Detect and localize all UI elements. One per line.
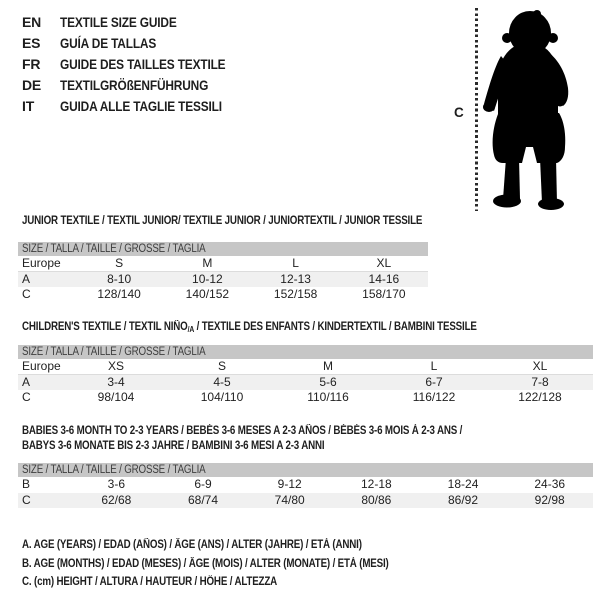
- size-cell: 98/104: [97, 390, 135, 404]
- language-row-en: [22, 11, 255, 32]
- junior-table-title: JUNIOR TEXTILE / TEXTIL JUNIOR/ TEXTILE JUNIOR / JUNIORTEXTIL / JUNIOR TESSILE: [22, 215, 423, 227]
- language-code: EN: [22, 13, 42, 30]
- size-cell: 5-6: [319, 374, 337, 389]
- size-cell: XS: [107, 359, 124, 373]
- size-cell: 122/128: [518, 390, 562, 404]
- size-cell: 86/92: [448, 492, 479, 507]
- language-row-es: [22, 32, 255, 53]
- language-title: GUIDA ALLE TAGLIE TESSILI: [60, 97, 222, 114]
- size-cell: 18-24: [447, 477, 479, 491]
- language-row-fr: [22, 53, 255, 74]
- language-code: ES: [22, 34, 41, 51]
- size-cell: M: [202, 256, 213, 270]
- size-cell: 6-9: [194, 477, 212, 491]
- size-cell: 10-12: [192, 271, 223, 286]
- size-cell: 128/140: [97, 287, 141, 301]
- size-cell: 3-4: [107, 374, 125, 389]
- row-label: C: [22, 492, 31, 507]
- row-label: Europe: [22, 359, 61, 373]
- size-cell: 6-7: [425, 374, 443, 389]
- size-cell: 110/116: [307, 390, 349, 404]
- row-label: A: [22, 271, 31, 286]
- legend-line-height: C. (cm) HEIGHT / ALTURA / HAUTEUR / HÖHE / ALTEZZA: [22, 576, 278, 588]
- language-title: GUIDE DES TAILLES TEXTILE: [60, 55, 226, 72]
- size-cell: 12-13: [280, 271, 311, 286]
- row-label: C: [22, 287, 31, 301]
- language-title: GUÍA DE TALLAS: [60, 34, 157, 51]
- size-cell: S: [217, 359, 226, 373]
- size-cell: 74/80: [274, 492, 305, 507]
- babies-table: [18, 463, 593, 508]
- language-code: IT: [22, 97, 35, 114]
- row-label: Europe: [22, 256, 61, 270]
- subscript-suffix: /A: [187, 325, 195, 334]
- language-title: TEXTILGRÖßENFÜHRUNG: [60, 76, 209, 93]
- size-cell: 140/152: [185, 287, 230, 301]
- size-cell: M: [323, 359, 333, 373]
- size-cell: XL: [376, 256, 392, 270]
- junior-table: [18, 242, 428, 303]
- legend-line-age-years: A. AGE (YEARS) / EDAD (AÑOS) / ÂGE (ANS) / ALTER (JAHRE) / ETÀ (ANNI): [22, 539, 362, 551]
- table-row-c: [18, 493, 593, 509]
- children-table-title: CHILDREN'S TEXTILE / TEXTIL NIÑO/A / TEXTILE DES ENFANTS / KINDERTEXTIL / BAMBINI TESSILE: [22, 321, 477, 334]
- size-cell: 7-8: [531, 374, 549, 389]
- size-cell: 8-10: [107, 271, 132, 286]
- children-table: [18, 345, 593, 406]
- legend-line-age-months: B. AGE (MONTHS) / EDAD (MESES) / ÂGE (MOIS) / ALTER (MONATE) / ETÀ (MESI): [22, 557, 389, 570]
- size-cell: 4-5: [213, 374, 231, 389]
- size-cell: 158/170: [362, 287, 406, 301]
- size-cell: 24-36: [534, 477, 566, 491]
- size-cell: 104/110: [200, 390, 244, 404]
- size-header-bar: SIZE / TALLA / TAILLE / GRÖSSE / TAGLIA: [18, 242, 428, 256]
- size-cell: 12-18: [361, 477, 392, 491]
- size-cell: S: [115, 256, 124, 270]
- size-cell: 152/158: [273, 287, 318, 301]
- size-cell: L: [430, 359, 438, 373]
- size-cell: 116/122: [412, 390, 456, 404]
- size-cell: L: [292, 256, 299, 270]
- size-cell: 92/98: [534, 492, 565, 507]
- size-cell: 14-16: [368, 271, 400, 286]
- language-list: [22, 11, 255, 116]
- language-title: TEXTILE SIZE GUIDE: [60, 13, 177, 30]
- size-cell: 9-12: [277, 477, 302, 491]
- table-row-b: [18, 477, 593, 493]
- size-cell: 68/74: [187, 492, 219, 507]
- table-row-europe: [18, 256, 428, 272]
- size-header-bar: SIZE / TALLA / TAILLE / GRÖSSE / TAGLIA: [18, 345, 593, 359]
- size-cell: 80/86: [361, 492, 392, 507]
- size-cell: 62/68: [101, 492, 132, 507]
- size-header-bar: SIZE / TALLA / TAILLE / GRÖSSE / TAGLIA: [18, 463, 593, 477]
- table-row-a: [18, 375, 593, 391]
- height-measure-label: C: [454, 105, 464, 120]
- row-label: A: [22, 374, 31, 389]
- table-row-europe: [18, 359, 593, 375]
- language-code: FR: [22, 55, 41, 72]
- legend: [22, 536, 453, 592]
- size-cell: XL: [532, 359, 548, 373]
- baby-silhouette-icon: [482, 8, 578, 212]
- table-row-c: [18, 390, 593, 406]
- babies-table-title: BABIES 3-6 MONTH TO 2-3 YEARS / BEBÉS 3-6 MESES A 2-3 AÑOS / BÉBÉS 3-6 MOIS À 2-3 ANS / BABYS 3-6 MONATE BIS 2-3 JAHRE / BAMBINI 3-6 MESI A 2-3 ANNI: [22, 425, 463, 452]
- table-row-c: [18, 287, 428, 303]
- row-label: B: [22, 477, 31, 491]
- language-code: DE: [22, 76, 42, 93]
- size-cell: 3-6: [107, 477, 125, 491]
- language-row-de: [22, 74, 255, 95]
- height-dotted-line: [475, 8, 478, 211]
- row-label: C: [22, 390, 31, 404]
- table-row-a: [18, 272, 428, 288]
- language-row-it: [22, 95, 255, 116]
